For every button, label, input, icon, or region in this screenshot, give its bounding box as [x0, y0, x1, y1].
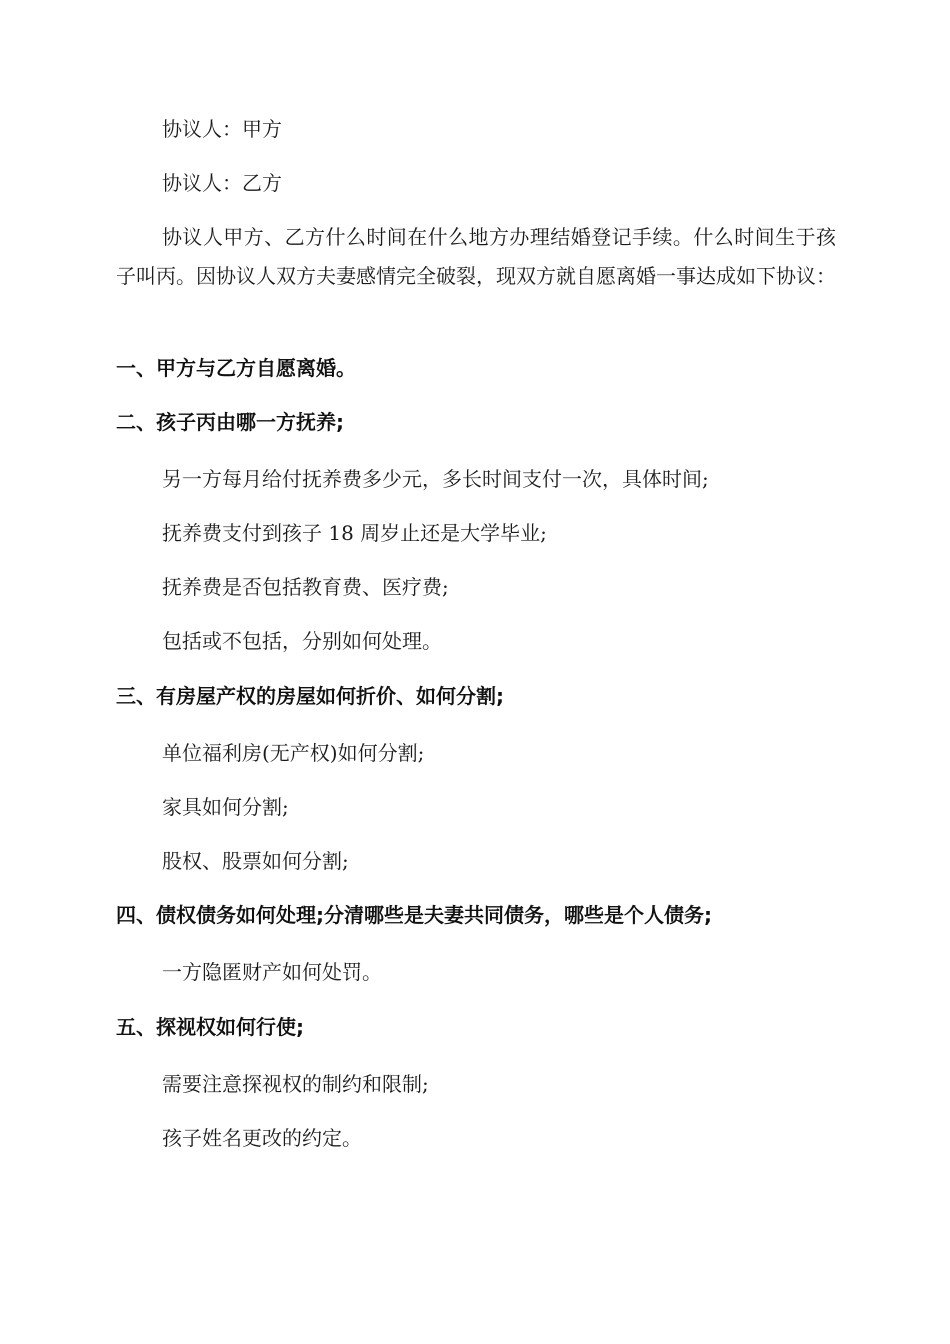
party-b-line: 协议人：乙方 [162, 171, 282, 195]
section-3-heading: 三、有房屋产权的房屋如何折价、如何分割; [116, 684, 504, 708]
section-4-heading: 四、债权债务如何处理;分清哪些是夫妻共同债务，哪些是个人债务; [116, 903, 712, 927]
section-5-item-2: 孩子姓名更改的约定。 [162, 1126, 362, 1150]
section-5-heading: 五、探视权如何行使; [116, 1015, 304, 1039]
section-1-heading: 一、甲方与乙方自愿离婚。 [116, 356, 356, 380]
intro-paragraph: 协议人甲方、乙方什么时间在什么地方办理结婚登记手续。什么时间生于孩子叫丙。因协议人双方夫妻感情完全破裂，现双方就自愿离婚一事达成如下协议： [116, 225, 836, 288]
party-a-line: 协议人：甲方 [162, 117, 282, 141]
section-2-item-1: 另一方每月给付抚养费多少元，多长时间支付一次，具体时间; [162, 467, 709, 491]
section-4-item-1: 一方隐匿财产如何处罚。 [162, 960, 382, 984]
section-2-item-4: 包括或不包括，分别如何处理。 [162, 629, 442, 653]
section-3-item-2: 家具如何分割; [162, 795, 289, 819]
section-3-item-1: 单位福利房(无产权)如何分割; [162, 741, 425, 765]
section-5-item-1: 需要注意探视权的制约和限制; [162, 1072, 429, 1096]
section-2-item-2: 抚养费支付到孩子 18 周岁止还是大学毕业; [162, 521, 547, 545]
section-2-item-3: 抚养费是否包括教育费、医疗费; [162, 575, 449, 599]
section-2-heading: 二、孩子丙由哪一方抚养; [116, 410, 344, 434]
section-3-item-3: 股权、股票如何分割; [162, 849, 349, 873]
